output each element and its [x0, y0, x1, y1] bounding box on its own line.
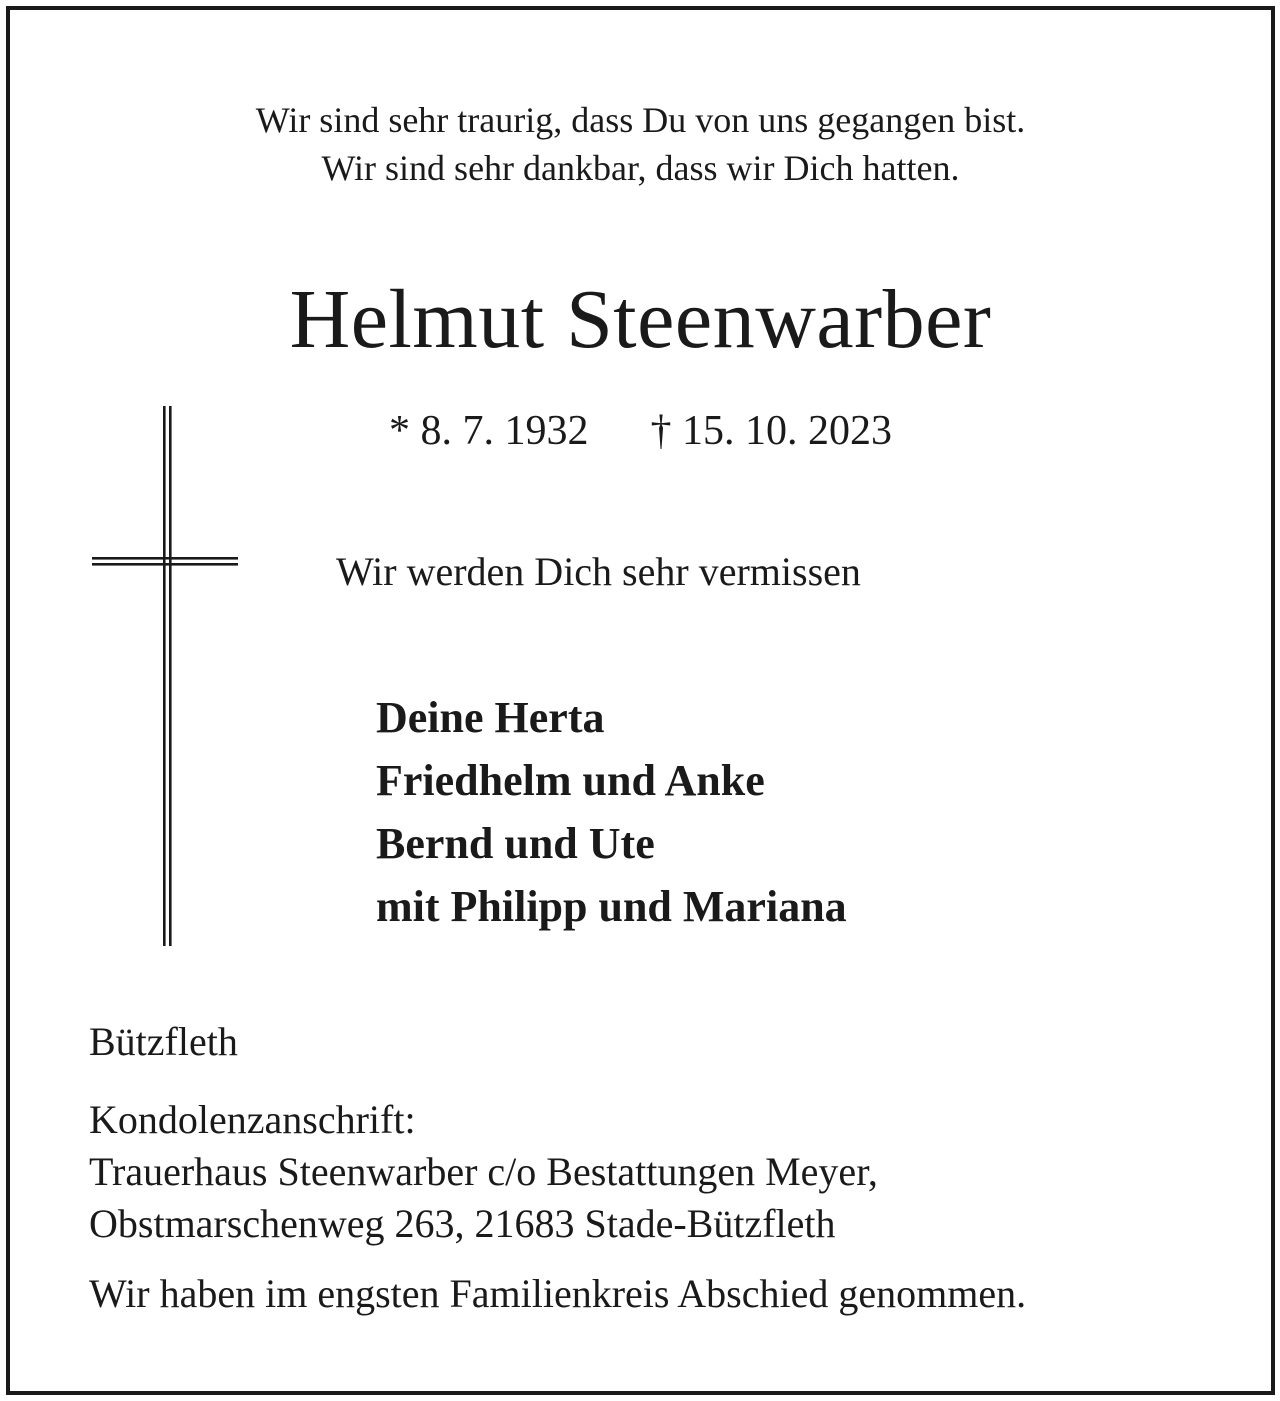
family-line: Friedhelm und Anke: [376, 756, 765, 805]
missing-text: Wir werden Dich sehr vermissen: [336, 549, 861, 594]
condolence-line-1: Trauerhaus Steenwarber c/o Bestattungen Meyer,: [89, 1149, 878, 1194]
cross-icon: [92, 406, 238, 946]
closing-text: Wir haben im engsten Familienkreis Abschied genommen.: [89, 1271, 1027, 1316]
place: Bützfleth: [89, 1019, 238, 1064]
family-signatures: [376, 686, 847, 938]
condolence-address: [89, 1094, 878, 1250]
verse-line-2: Wir sind sehr dankbar, dass wir Dich hatten.: [321, 148, 960, 188]
death-date: † 15. 10. 2023: [650, 408, 892, 454]
family-line: mit Philipp und Mariana: [376, 882, 847, 931]
condolence-heading: Kondolenzanschrift:: [89, 1097, 416, 1142]
verse: [10, 96, 1271, 192]
deceased-name: Helmut Steenwarber: [289, 273, 992, 366]
condolence-line-2: Obstmarschenweg 263, 21683 Stade-Bützfleth: [89, 1201, 836, 1246]
family-line: Deine Herta: [376, 693, 605, 742]
obituary-notice: [6, 6, 1275, 1395]
family-line: Bernd und Ute: [376, 819, 655, 868]
verse-line-1: Wir sind sehr traurig, dass Du von uns gegangen bist.: [255, 100, 1026, 140]
birth-date: * 8. 7. 1932: [389, 408, 589, 454]
